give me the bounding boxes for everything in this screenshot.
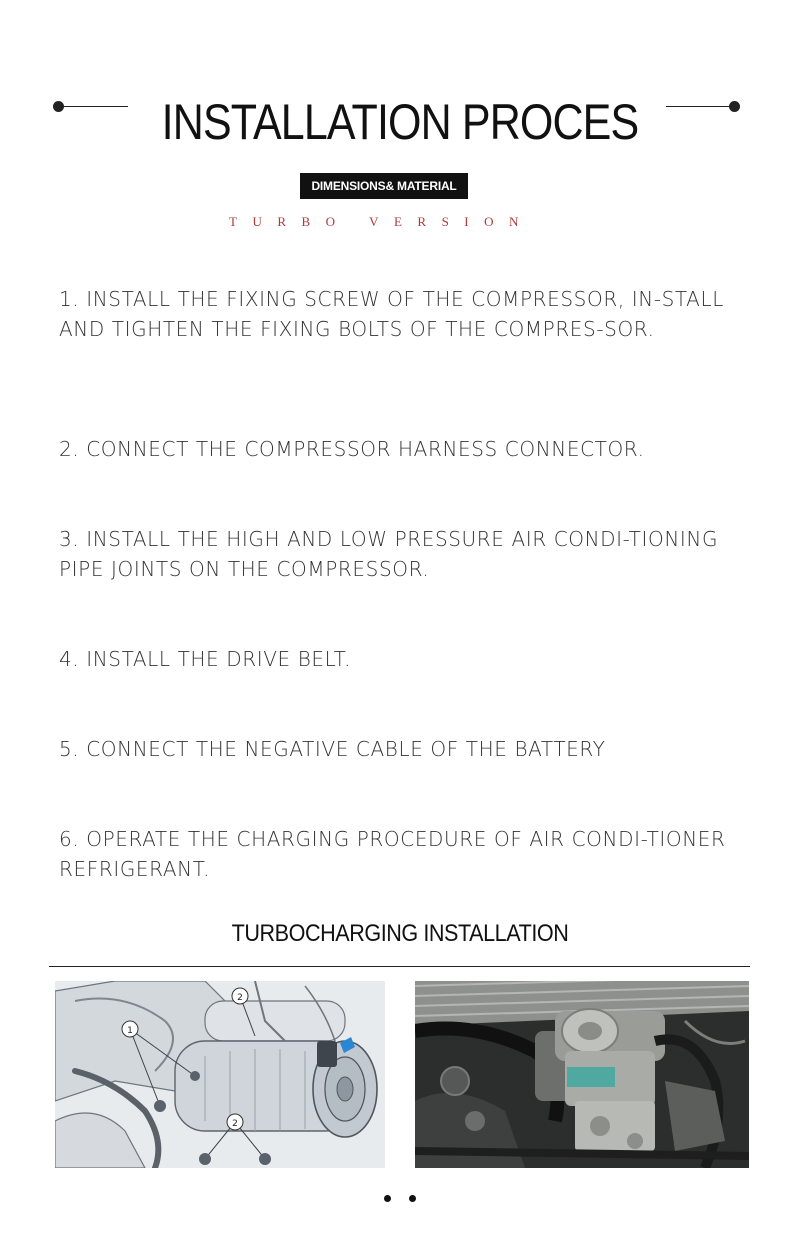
title-row (0, 92, 800, 152)
pagination-dot[interactable] (384, 1195, 391, 1202)
engine-bay-photo (415, 981, 749, 1168)
step-4: 4. INSTALL THE DRIVE BELT. (59, 647, 352, 671)
callout-2-bottom-label: 2 (232, 1119, 238, 1129)
step-5: 5. CONNECT THE NEGATIVE CABLE OF THE BATTERY (59, 737, 606, 761)
step-1: 1. INSTALL THE FIXING SCREW OF THE COMPRESSOR, IN-STALL AND TIGHTEN THE FIXING BOLTS OF THE COMPRES-SOR. (59, 287, 724, 341)
callout-1 (122, 1021, 138, 1037)
step-6: 6. OPERATE THE CHARGING PROCEDURE OF AIR CONDI-TIONER REFRIGERANT. (59, 827, 726, 881)
title-decoration-dot-right (729, 101, 740, 112)
dimensions-badge: DIMENSIONS& MATERIAL (300, 173, 468, 199)
callout-2-top (232, 988, 248, 1004)
step-2: 2. CONNECT THE COMPRESSOR HARNESS CONNECTOR. (59, 437, 645, 461)
callout-1-label: 1 (127, 1026, 133, 1036)
callout-2-top-label: 2 (237, 993, 243, 1003)
section-title: TURBOCHARGING INSTALLATION (231, 920, 569, 947)
callout-2-bottom (227, 1114, 243, 1130)
pagination-dot[interactable] (409, 1195, 416, 1202)
step-3: 3. INSTALL THE HIGH AND LOW PRESSURE AIR CONDI-TIONING PIPE JOINTS ON THE COMPRESSOR. (59, 527, 719, 581)
section-divider (49, 966, 750, 967)
pagination-dots (0, 1195, 800, 1203)
version-subtitle: TURBO VERSION (229, 214, 534, 229)
compressor-diagram-image (55, 981, 385, 1168)
title-decoration-line-right (666, 106, 736, 107)
page-title: INSTALLATION PROCES (161, 94, 639, 150)
